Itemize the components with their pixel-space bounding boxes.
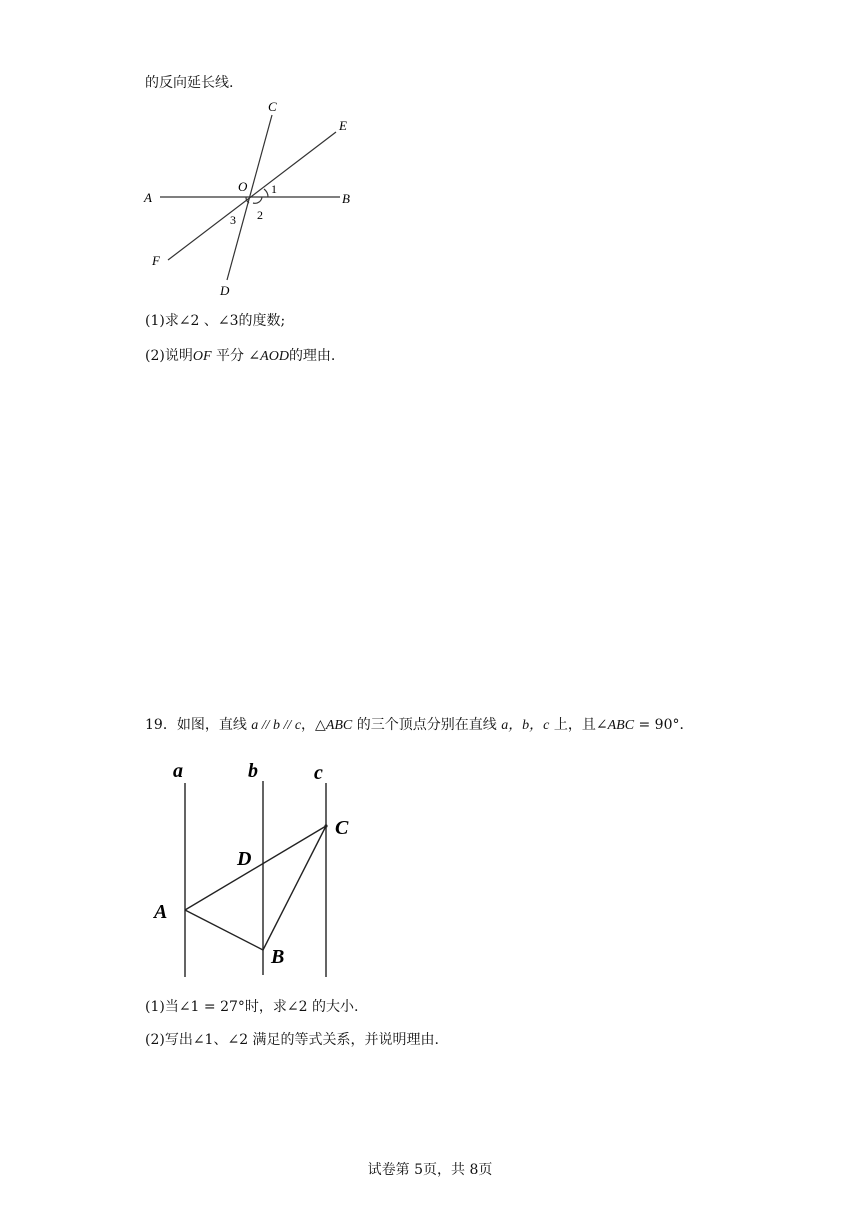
q19-angle: ABC xyxy=(607,718,635,733)
q18-part2-of: OF xyxy=(192,349,212,364)
label-B2: B xyxy=(271,946,285,968)
q18-part2-aod: AOD xyxy=(260,349,289,364)
q19-part1: (1)当∠1 = 27°时，求∠2 的大小. xyxy=(145,999,359,1015)
label-1: 1 xyxy=(271,182,277,196)
label-b: b xyxy=(248,760,258,782)
figure-intersecting-lines xyxy=(140,95,370,305)
page-footer: 试卷第 5页，共 8页 xyxy=(367,1162,493,1178)
q19-mid3: 上，且∠ xyxy=(549,717,608,733)
q19-mid2: 的三个顶点分别在直线 xyxy=(352,717,502,733)
label-O: O xyxy=(238,179,248,194)
label-3: 3 xyxy=(230,213,236,227)
label-c: c xyxy=(314,762,323,784)
continuation-text: 的反向延长线. xyxy=(145,75,234,91)
label-C: C xyxy=(268,99,277,114)
segment-ab xyxy=(185,910,263,950)
q19-end: = 90°． xyxy=(634,717,694,733)
q18-part2-pre: (2)说明 xyxy=(145,348,193,364)
q18-part2 xyxy=(145,347,335,366)
q19-stem xyxy=(145,716,694,735)
label-a: a xyxy=(173,760,183,782)
label-C2: C xyxy=(335,817,349,839)
label-D2: D xyxy=(237,848,252,870)
label-F: F xyxy=(152,253,160,268)
label-A: A xyxy=(144,190,152,205)
q19-mid1: ，△ xyxy=(301,717,326,733)
q19-num: 19．如图，直线 xyxy=(145,717,252,733)
point-c-dot xyxy=(324,824,327,827)
label-B: B xyxy=(342,191,350,206)
figure-parallel-lines-triangle xyxy=(145,755,375,985)
angle-arc-2 xyxy=(253,197,262,203)
q18-part1: (1)求∠2 、∠3的度数; xyxy=(145,313,286,329)
q18-part2-mid: 平分 ∠ xyxy=(211,348,261,364)
label-E: E xyxy=(339,118,347,133)
q19-lines: a，b，c xyxy=(501,718,550,733)
angle-arc-1 xyxy=(264,189,268,197)
q18-part2-post: 的理由. xyxy=(288,348,336,364)
line-ef xyxy=(168,132,336,260)
q19-triangle: ABC xyxy=(325,718,353,733)
q19-part2: (2)写出∠1、∠2 满足的等式关系，并说明理由. xyxy=(145,1032,440,1048)
label-2: 2 xyxy=(257,208,263,222)
q19-parallel: a // b // c xyxy=(251,718,302,733)
label-A2: A xyxy=(154,901,168,923)
label-D: D xyxy=(220,283,230,298)
